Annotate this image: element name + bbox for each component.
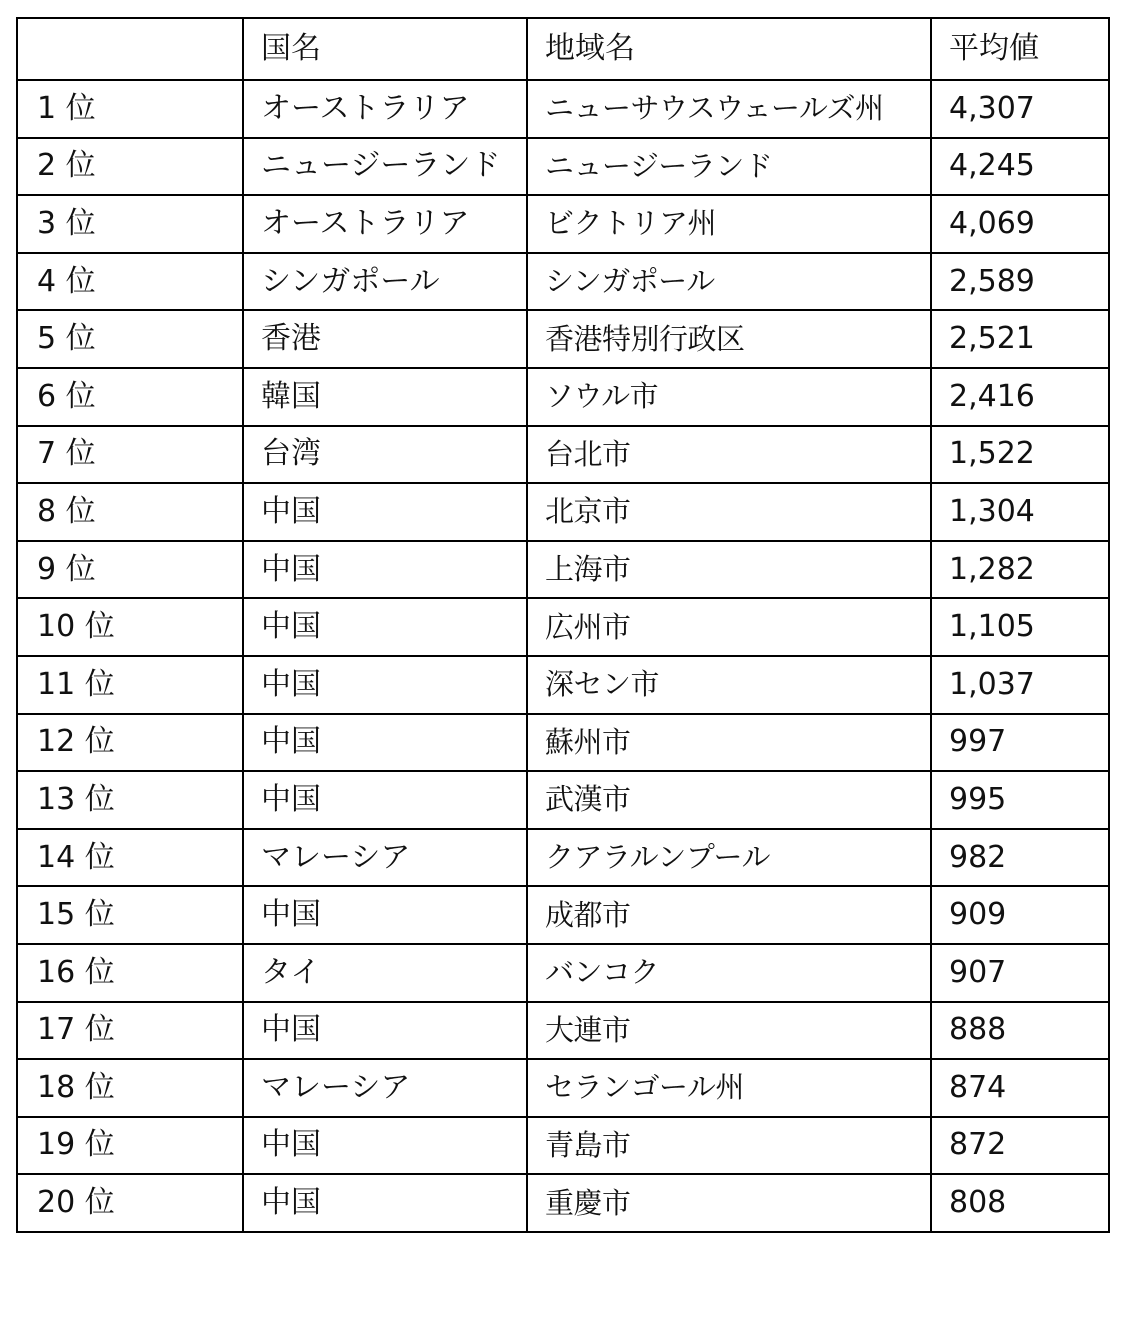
header-country: 国名 [243, 18, 527, 80]
rank-cell: 20 位 [17, 1174, 243, 1232]
region-cell: 重慶市 [527, 1174, 931, 1232]
rank-cell: 1 位 [17, 80, 243, 138]
table-row [17, 771, 1109, 829]
rank-cell: 3 位 [17, 195, 243, 253]
rank-cell: 6 位 [17, 368, 243, 426]
country-cell: 台湾 [243, 426, 527, 484]
average-value-cell: 2,521 [931, 310, 1109, 368]
country-cell: オーストラリア [243, 195, 527, 253]
rank-cell: 9 位 [17, 541, 243, 599]
rank-cell: 17 位 [17, 1002, 243, 1060]
country-cell: 中国 [243, 1174, 527, 1232]
country-cell: 韓国 [243, 368, 527, 426]
region-cell: 武漢市 [527, 771, 931, 829]
country-cell: 中国 [243, 483, 527, 541]
table-row [17, 714, 1109, 772]
table-row [17, 483, 1109, 541]
rank-cell: 19 位 [17, 1117, 243, 1175]
country-cell: 中国 [243, 886, 527, 944]
country-cell: 中国 [243, 1002, 527, 1060]
average-value-cell: 4,069 [931, 195, 1109, 253]
average-value-cell: 907 [931, 944, 1109, 1002]
header-rank [17, 18, 243, 80]
table-row [17, 195, 1109, 253]
region-cell: 深セン市 [527, 656, 931, 714]
rank-cell: 16 位 [17, 944, 243, 1002]
rank-cell: 12 位 [17, 714, 243, 772]
region-cell: ソウル市 [527, 368, 931, 426]
average-value-cell: 2,589 [931, 253, 1109, 311]
average-value-cell: 872 [931, 1117, 1109, 1175]
table-row [17, 1174, 1109, 1232]
table-row [17, 368, 1109, 426]
region-cell: 成都市 [527, 886, 931, 944]
rank-cell: 4 位 [17, 253, 243, 311]
rank-cell: 2 位 [17, 138, 243, 196]
region-cell: 青島市 [527, 1117, 931, 1175]
average-value-cell: 1,282 [931, 541, 1109, 599]
average-value-cell: 2,416 [931, 368, 1109, 426]
rank-cell: 15 位 [17, 886, 243, 944]
country-cell: 中国 [243, 656, 527, 714]
country-cell: 中国 [243, 714, 527, 772]
region-cell: 上海市 [527, 541, 931, 599]
table-row [17, 656, 1109, 714]
table-row [17, 253, 1109, 311]
rank-cell: 11 位 [17, 656, 243, 714]
average-value-cell: 4,245 [931, 138, 1109, 196]
region-cell: 北京市 [527, 483, 931, 541]
table-row [17, 310, 1109, 368]
region-cell: バンコク [527, 944, 931, 1002]
table-row [17, 426, 1109, 484]
region-cell: 蘇州市 [527, 714, 931, 772]
rank-cell: 5 位 [17, 310, 243, 368]
table-row [17, 138, 1109, 196]
header-average: 平均値 [931, 18, 1109, 80]
region-cell: クアラルンプール [527, 829, 931, 887]
average-value-cell: 997 [931, 714, 1109, 772]
average-value-cell: 808 [931, 1174, 1109, 1232]
table-row [17, 541, 1109, 599]
table-row [17, 80, 1109, 138]
country-cell: マレーシア [243, 829, 527, 887]
average-value-cell: 4,307 [931, 80, 1109, 138]
average-value-cell: 909 [931, 886, 1109, 944]
table-row [17, 1002, 1109, 1060]
country-cell: 中国 [243, 598, 527, 656]
country-cell: タイ [243, 944, 527, 1002]
region-cell: 台北市 [527, 426, 931, 484]
region-cell: 香港特別行政区 [527, 310, 931, 368]
region-cell: シンガポール [527, 253, 931, 311]
rank-cell: 10 位 [17, 598, 243, 656]
country-cell: シンガポール [243, 253, 527, 311]
region-cell: ニュージーランド [527, 138, 931, 196]
header-region: 地域名 [527, 18, 931, 80]
country-cell: 中国 [243, 1117, 527, 1175]
region-cell: 広州市 [527, 598, 931, 656]
region-cell: ニューサウスウェールズ州 [527, 80, 931, 138]
average-value-cell: 874 [931, 1059, 1109, 1117]
rank-cell: 18 位 [17, 1059, 243, 1117]
average-value-cell: 995 [931, 771, 1109, 829]
country-cell: 中国 [243, 541, 527, 599]
country-cell: ニュージーランド [243, 138, 527, 196]
country-cell: オーストラリア [243, 80, 527, 138]
table-row [17, 886, 1109, 944]
rank-cell: 14 位 [17, 829, 243, 887]
country-cell: 香港 [243, 310, 527, 368]
table-body [17, 80, 1109, 1232]
region-cell: セランゴール州 [527, 1059, 931, 1117]
table-row [17, 1117, 1109, 1175]
header-row [17, 18, 1109, 80]
table-row [17, 598, 1109, 656]
table-row [17, 829, 1109, 887]
average-value-cell: 1,522 [931, 426, 1109, 484]
average-value-cell: 1,105 [931, 598, 1109, 656]
rank-cell: 8 位 [17, 483, 243, 541]
region-cell: ビクトリア州 [527, 195, 931, 253]
average-value-cell: 982 [931, 829, 1109, 887]
region-cell: 大連市 [527, 1002, 931, 1060]
table-header [17, 18, 1109, 80]
table-row [17, 944, 1109, 1002]
country-cell: マレーシア [243, 1059, 527, 1117]
average-value-cell: 888 [931, 1002, 1109, 1060]
country-cell: 中国 [243, 771, 527, 829]
average-value-cell: 1,304 [931, 483, 1109, 541]
table-row [17, 1059, 1109, 1117]
rank-cell: 13 位 [17, 771, 243, 829]
rank-cell: 7 位 [17, 426, 243, 484]
ranking-table [16, 17, 1110, 1233]
average-value-cell: 1,037 [931, 656, 1109, 714]
